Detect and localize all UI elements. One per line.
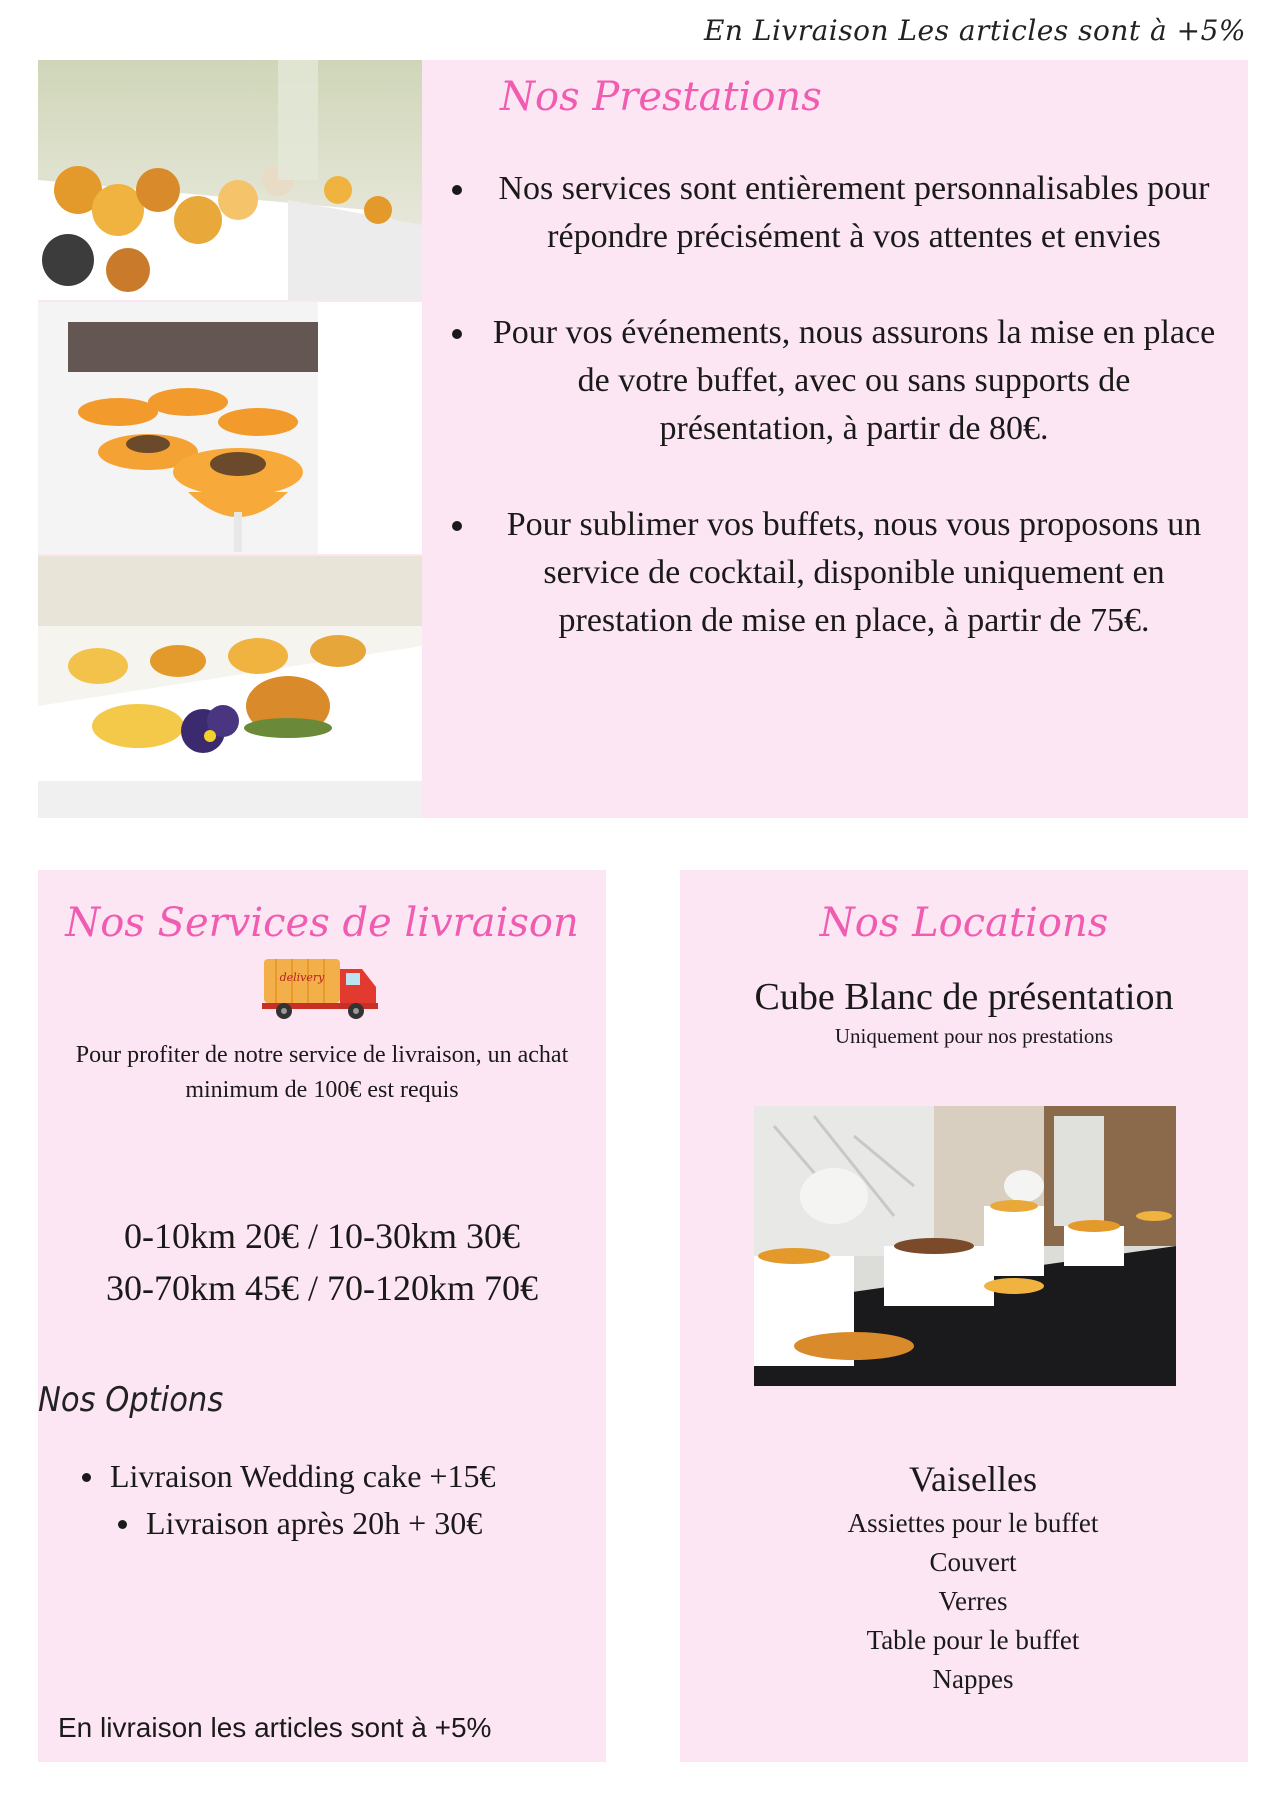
prestations-title: Nos Prestations [500,74,822,120]
prestations-bullets [440,165,1220,693]
option-item: Livraison Wedding cake +15€ [76,1453,495,1499]
photo-verrines-buffet [38,60,422,300]
photo-verrines-passion [38,302,422,554]
photo-buffet-cubes [754,1106,1176,1386]
options-title: Nos Options [38,1380,224,1420]
top-delivery-note: En Livraison Les articles sont à +5% [703,14,1246,47]
vaisselle-item: Assiettes pour le buffet [847,1508,1099,1538]
options-list [112,1500,482,1546]
vaisselle-item: Verres [938,1586,1008,1616]
livraison-prices [38,1210,606,1314]
vaisselle-item: Couvert [929,1547,1017,1577]
truck-label: delivery [279,971,325,984]
photo-mini-burgers [38,556,422,818]
vaisselles-title: Vaiselles [909,1459,1037,1499]
livraison-footer-note: En livraison les articles sont à +5% [58,1712,492,1743]
prestation-bullet: Nos services sont entièrement personnalisables pour répondre précisément à vos attentes et envies [440,165,1220,261]
prestation-bullet: Pour vos événements, nous assurons la mise en place de votre buffet, avec ou sans supports de présentation, à partir de 80€. [440,309,1220,453]
locations-title: Nos Locations [819,900,1109,946]
vaisselles-list [680,1504,1248,1699]
cube-title: Cube Blanc de présentation [754,976,1174,1018]
cube-subtitle: Uniquement pour nos prestations [834,1024,1114,1048]
vaisselle-item: Nappes [932,1664,1014,1694]
livraison-description: Pour profiter de notre service de livraison, un achat minimum de 100€ est requis [75,1042,569,1103]
prestation-bullet: Pour sublimer vos buffets, nous vous proposons un service de cocktail, disponible uniquement en prestation de mise en place, à partir de 75€. [440,501,1220,645]
options-list [76,1453,495,1499]
delivery-truck-icon [262,955,382,1021]
livraison-title: Nos Services de livraison [65,900,579,946]
price-line: 30-70km 45€ / 70-120km 70€ [106,1268,538,1308]
price-line: 0-10km 20€ / 10-30km 30€ [124,1216,520,1256]
vaisselle-item: Table pour le buffet [866,1625,1080,1655]
option-item: Livraison après 20h + 30€ [112,1500,482,1546]
